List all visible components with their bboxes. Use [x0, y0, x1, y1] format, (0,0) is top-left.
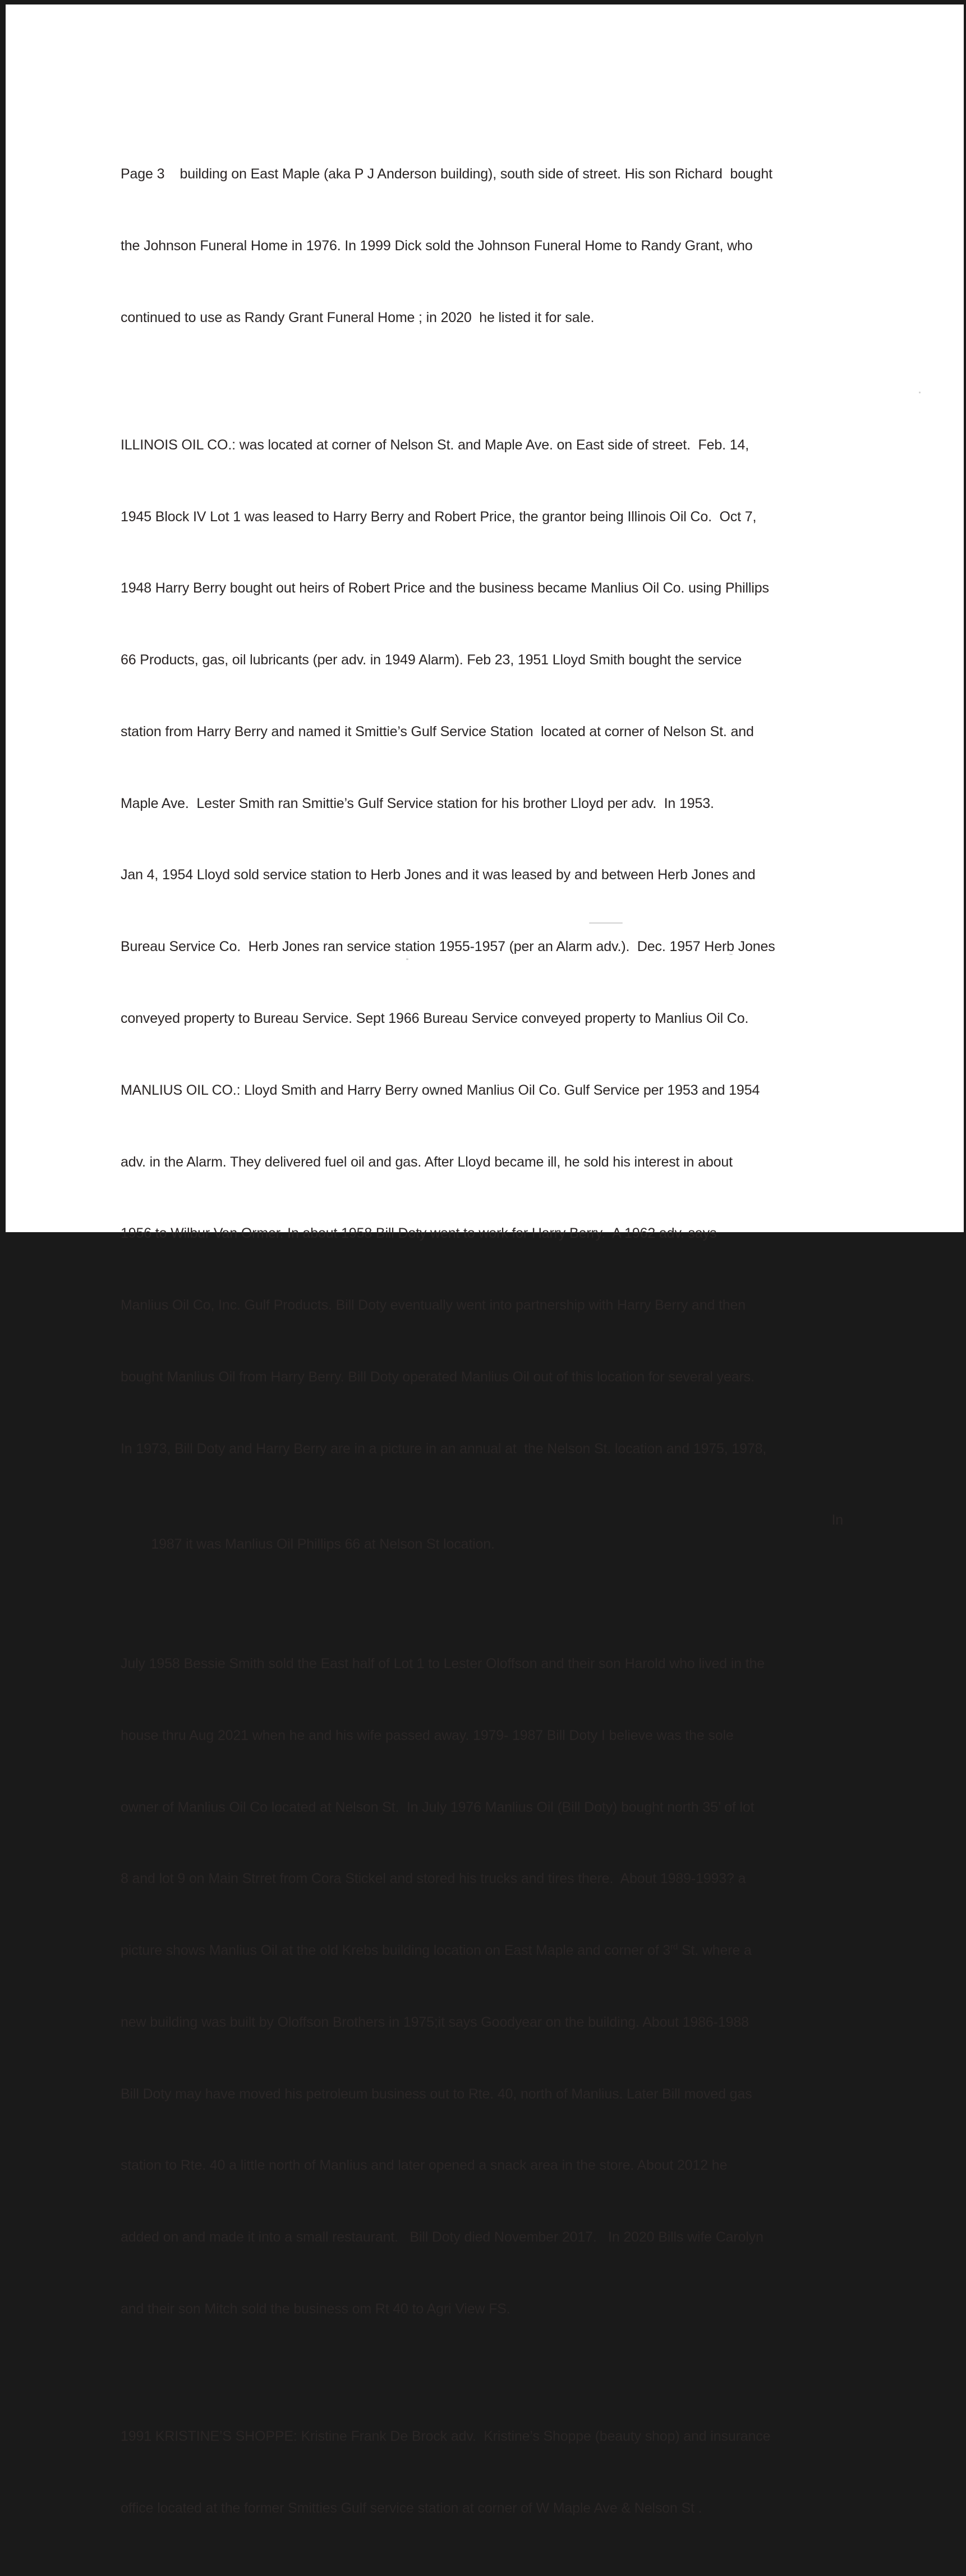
text-line: Maple Ave. Lester Smith ran Smittie’s Gulf Service station for his brother Lloyd per adv. In 1953.	[121, 795, 714, 811]
scan-speck	[919, 392, 921, 393]
text-line: the Johnson Funeral Home in 1976. In 1999 Dick sold the Johnson Funeral Home to Randy Grant, who	[121, 237, 753, 254]
text-line: In 1973, Bill Doty and Harry Berry are in a picture in an annual at the Nelson St. location and 1975, 1978,	[121, 1440, 767, 1457]
text-line: bought Manlius Oil from Harry Berry. Bill Doty operated Manlius Oil out of this location for several years.	[121, 1369, 755, 1385]
text-line: adv. in the Alarm. They delivered fuel oil and gas. After Lloyd became ill, he sold his interest in about	[121, 1154, 733, 1170]
text-line-right: In	[831, 1512, 843, 1528]
paragraph-funeral-home	[121, 114, 861, 378]
text-line: station to Rte. 40 a little north of Manlius and later opened a snack area in the store. About 2012 he	[121, 2157, 728, 2174]
text-line: Bureau Service Co. Herb Jones ran service station 1955-1957 (per an Alarm adv.). Dec. 1957 Herb Jones	[121, 939, 775, 955]
text-line: new building was built by Oloffson Brothers in 1975;it says Goodyear on the building. About 1986-1988	[121, 2014, 749, 2030]
text-line: 1991 KRISTINE’S SHOPPE: Kristine Frank De Brock adv. Kristine’s Shoppe (beauty shop) and insurance	[121, 2428, 771, 2444]
paragraph-illinois-oil	[121, 385, 861, 2369]
text-line: 1948 Harry Berry bought out heirs of Robert Price and the business became Manlius Oil Co. using Phillips	[121, 580, 769, 596]
text-line: Manlius Oil Co, Inc. Gulf Products. Bill Doty eventually went into partnership with Harry Berry and then	[121, 1297, 746, 1314]
text-line: 8 and lot 9 on Main Strret from Cora Stickel and stored his trucks and tires there. About 1989-1993? a	[121, 1871, 746, 1887]
text-before-sup: picture shows Manlius Oil at the old Krebs building location on East Maple and corner of 3	[121, 1943, 671, 1959]
scan-speck	[406, 958, 408, 960]
text-line: house thru Aug 2021 when he and his wife passed away. 1979- 1987 Bill Doty I believe was the sole	[121, 1727, 734, 1743]
text-line: office located at the former Smitties Gulf service station at corner of W Maple Ave & Nelson St .	[121, 2500, 702, 2516]
text-line: 66 Products, gas, oil lubricants (per adv. in 1949 Alarm). Feb 23, 1951 Lloyd Smith bought the service	[121, 652, 742, 668]
text-line: Jan 4, 1954 Lloyd sold service station to Herb Jones and it was leased by and between Herb Jones and	[121, 867, 756, 883]
text-line-superscript	[121, 1939, 861, 1963]
text-line: conveyed property to Bureau Service. Sept 1966 Bureau Service conveyed property to Manlius Oil Co.	[121, 1010, 749, 1026]
ordinal-superscript: rd	[670, 1942, 678, 1952]
text-line: 1945 Block IV Lot 1 was leased to Harry Berry and Robert Price, the grantor being Illinois Oil Co. Oct 7,	[121, 508, 757, 525]
text-line: added on and made it into a small restaurant. Bill Doty died November 2017. In 2020 Bills wife Carolyn	[121, 2229, 763, 2246]
text-line: station from Harry Berry and named it Smittie’s Gulf Service Station located at corner of Nelson St. and	[121, 723, 754, 740]
scan-speck	[729, 954, 733, 955]
text-line: July 1958 Bessie Smith sold the East half of Lot 1 to Lester Oloffson and their son Harold who lived in the	[121, 1656, 765, 1672]
text-after-sup: St. where a	[678, 1943, 752, 1959]
text-line: Page 3 building on East Maple (aka P J Anderson building), south side of street. His son Richard bought	[121, 166, 772, 182]
text-line: MANLIUS OIL CO.: Lloyd Smith and Harry Berry owned Manlius Oil Co. Gulf Service per 1953 and 1954	[121, 1082, 760, 1098]
text-line: continued to use as Randy Grant Funeral Home ; in 2020 he listed it for sale.	[121, 309, 595, 325]
document-body	[121, 114, 861, 2576]
text-line: and their son Mitch sold the business om Rt 40 to Agri View FS.	[121, 2301, 510, 2317]
text-line: owner of Manlius Oil Co located at Nelson St. In July 1976 Manlius Oil (Bill Doty) bought north 35’ of lot	[121, 1799, 755, 1815]
scan-speck	[402, 1161, 410, 1163]
text-line-left: 1987 it was Manlius Oil Phillips 66 at Nelson St location.	[151, 1536, 495, 1553]
text-line: ILLINOIS OIL CO.: was located at corner of Nelson St. and Maple Ave. on East side of street. Feb. 14,	[121, 437, 749, 453]
text-line-split	[121, 1508, 861, 1604]
text-line: Bill Doty may have moved his petroleum business out to Rte. 40, north of Manlius. Later Bill moved gas	[121, 2086, 752, 2102]
document-page	[6, 4, 964, 2516]
scan-speck	[589, 922, 623, 924]
paragraph-kristines-shoppe	[121, 2377, 861, 2568]
text-line: 1956 to Wilbur Van Ormer. In about 1958 Bill Doty went to work for Harry Berry. A 1962 adv. says	[121, 1225, 717, 1242]
